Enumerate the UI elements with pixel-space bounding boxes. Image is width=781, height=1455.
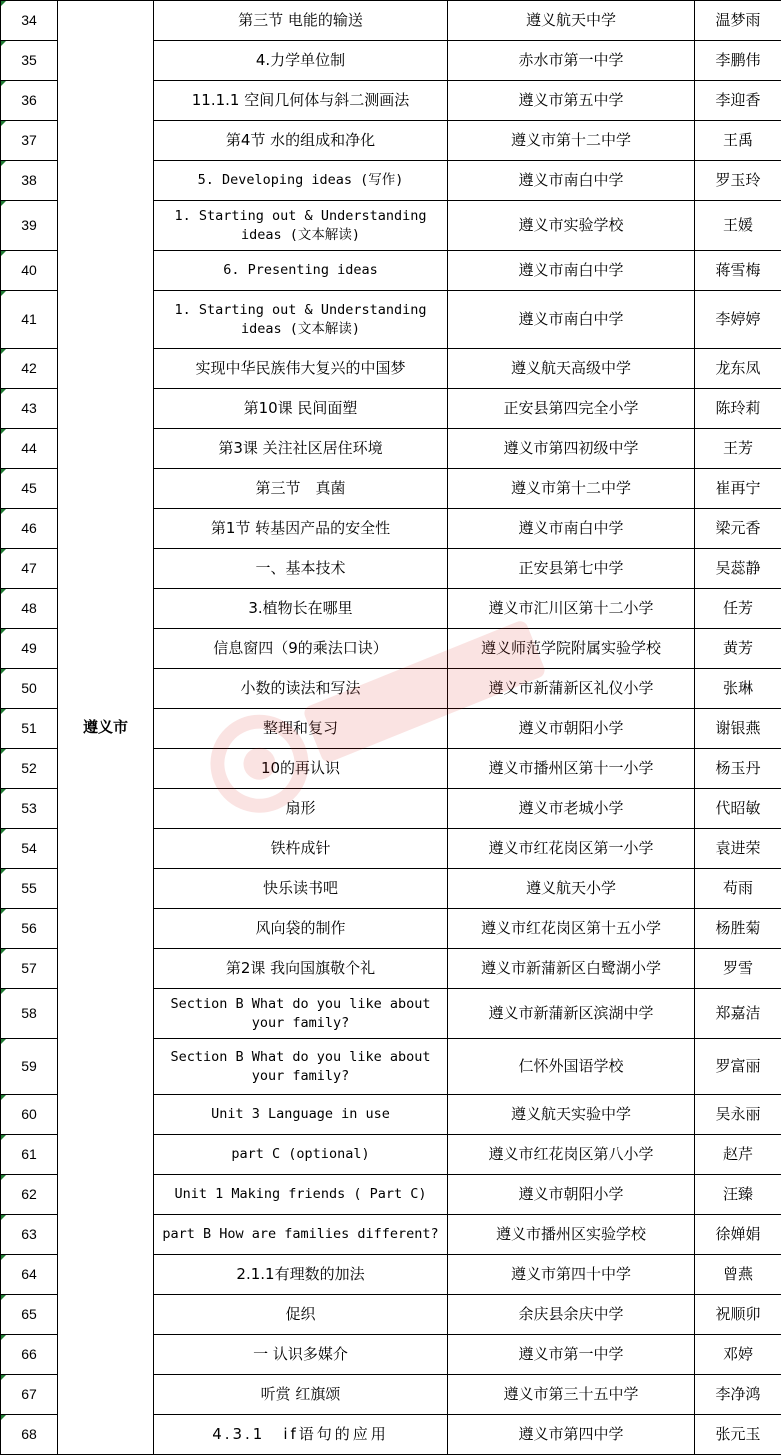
- row-number: 60: [1, 1095, 58, 1135]
- school-cell: 遵义航天小学: [448, 869, 695, 909]
- school-cell: 遵义市南白中学: [448, 251, 695, 291]
- row-number: 62: [1, 1175, 58, 1215]
- school-cell: 赤水市第一中学: [448, 41, 695, 81]
- lesson-title-cell: 实现中华民族伟大复兴的中国梦: [154, 349, 448, 389]
- row-number: 35: [1, 41, 58, 81]
- row-number: 55: [1, 869, 58, 909]
- lesson-title-cell: 小数的读法和写法: [154, 669, 448, 709]
- lesson-title-cell: 6. Presenting ideas: [154, 251, 448, 291]
- teacher-cell: 王禹: [695, 121, 781, 161]
- table-body: [1, 1, 781, 1455]
- lesson-title-cell: 扇形: [154, 789, 448, 829]
- row-number: 34: [1, 1, 58, 41]
- teacher-cell: 蒋雪梅: [695, 251, 781, 291]
- lesson-title-cell: 听赏 红旗颂: [154, 1375, 448, 1415]
- row-number: 49: [1, 629, 58, 669]
- school-cell: 遵义市第三十五中学: [448, 1375, 695, 1415]
- school-cell: 遵义市朝阳小学: [448, 709, 695, 749]
- teacher-cell: 杨玉丹: [695, 749, 781, 789]
- lesson-title-cell: 铁杵成针: [154, 829, 448, 869]
- row-number: 59: [1, 1039, 58, 1095]
- teacher-cell: 李迎香: [695, 81, 781, 121]
- lesson-title-cell: 第三节 真菌: [154, 469, 448, 509]
- lesson-title-cell: Unit 1 Making friends ( Part C): [154, 1175, 448, 1215]
- row-number: 52: [1, 749, 58, 789]
- teacher-cell: 郑嘉洁: [695, 989, 781, 1039]
- teacher-cell: 祝顺卯: [695, 1295, 781, 1335]
- lesson-title-cell: Unit 3 Language in use: [154, 1095, 448, 1135]
- lesson-title-cell: 11.1.1 空间几何体与斜二测画法: [154, 81, 448, 121]
- lesson-title-cell: 快乐读书吧: [154, 869, 448, 909]
- lesson-title-cell: 4.力学单位制: [154, 41, 448, 81]
- teacher-cell: 张琳: [695, 669, 781, 709]
- school-cell: 遵义市红花岗区第十五小学: [448, 909, 695, 949]
- school-cell: 遵义市新蒲新区滨湖中学: [448, 989, 695, 1039]
- lesson-title-cell: 第10课 民间面塑: [154, 389, 448, 429]
- teacher-cell: 陈玲莉: [695, 389, 781, 429]
- row-number: 44: [1, 429, 58, 469]
- teacher-cell: 杨胜菊: [695, 909, 781, 949]
- school-cell: 遵义市第一中学: [448, 1335, 695, 1375]
- teacher-cell: 王芳: [695, 429, 781, 469]
- teacher-cell: 李鹏伟: [695, 41, 781, 81]
- lesson-title-cell: part B How are families different?: [154, 1215, 448, 1255]
- school-cell: 遵义市新蒲新区白鹭湖小学: [448, 949, 695, 989]
- lesson-title-cell: part C (optional): [154, 1135, 448, 1175]
- teacher-cell: 罗富丽: [695, 1039, 781, 1095]
- teacher-cell: 徐婵娟: [695, 1215, 781, 1255]
- teacher-cell: 赵芹: [695, 1135, 781, 1175]
- city-cell: 遵义市: [58, 1, 154, 1455]
- row-number: 40: [1, 251, 58, 291]
- teacher-cell: 黄芳: [695, 629, 781, 669]
- teacher-cell: 张元玉: [695, 1415, 781, 1455]
- school-cell: 遵义市红花岗区第一小学: [448, 829, 695, 869]
- teacher-cell: 龙东凤: [695, 349, 781, 389]
- table-row: [1, 1, 781, 41]
- row-number: 66: [1, 1335, 58, 1375]
- school-cell: 遵义市新蒲新区礼仪小学: [448, 669, 695, 709]
- row-number: 50: [1, 669, 58, 709]
- teacher-cell: 王媛: [695, 201, 781, 251]
- school-cell: 遵义市第四十中学: [448, 1255, 695, 1295]
- lesson-title-cell: 信息窗四（9的乘法口诀）: [154, 629, 448, 669]
- teacher-cell: 谢银燕: [695, 709, 781, 749]
- lesson-title-cell: 1. Starting out & Understanding ideas (文本解读): [154, 291, 448, 349]
- lesson-title-cell: 4.3.1 if语句的应用: [154, 1415, 448, 1455]
- row-number: 56: [1, 909, 58, 949]
- lesson-title-cell: Section B What do you like about your family?: [154, 989, 448, 1039]
- row-number: 43: [1, 389, 58, 429]
- row-number: 38: [1, 161, 58, 201]
- school-cell: 遵义航天高级中学: [448, 349, 695, 389]
- row-number: 63: [1, 1215, 58, 1255]
- lesson-title-cell: 整理和复习: [154, 709, 448, 749]
- teacher-cell: 李婷婷: [695, 291, 781, 349]
- school-cell: 遵义市朝阳小学: [448, 1175, 695, 1215]
- lesson-title-cell: 10的再认识: [154, 749, 448, 789]
- row-number: 65: [1, 1295, 58, 1335]
- teacher-cell: 邓婷: [695, 1335, 781, 1375]
- lesson-title-cell: 第1节 转基因产品的安全性: [154, 509, 448, 549]
- school-cell: 遵义市南白中学: [448, 161, 695, 201]
- lesson-title-cell: 第3课 关注社区居住环境: [154, 429, 448, 469]
- school-cell: 遵义市第四初级中学: [448, 429, 695, 469]
- row-number: 42: [1, 349, 58, 389]
- lesson-title-cell: 促织: [154, 1295, 448, 1335]
- row-number: 36: [1, 81, 58, 121]
- teacher-cell: 温梦雨: [695, 1, 781, 41]
- school-cell: 正安县第七中学: [448, 549, 695, 589]
- teacher-cell: 吴永丽: [695, 1095, 781, 1135]
- teacher-cell: 梁元香: [695, 509, 781, 549]
- row-number: 45: [1, 469, 58, 509]
- school-cell: 遵义市播州区实验学校: [448, 1215, 695, 1255]
- row-number: 53: [1, 789, 58, 829]
- school-cell: 遵义市第十二中学: [448, 121, 695, 161]
- row-number: 47: [1, 549, 58, 589]
- row-number: 46: [1, 509, 58, 549]
- row-number: 67: [1, 1375, 58, 1415]
- teacher-cell: 汪臻: [695, 1175, 781, 1215]
- row-number: 39: [1, 201, 58, 251]
- row-number: 57: [1, 949, 58, 989]
- school-cell: 遵义市老城小学: [448, 789, 695, 829]
- teacher-cell: 崔再宁: [695, 469, 781, 509]
- teacher-cell: 苟雨: [695, 869, 781, 909]
- lesson-title-cell: 一 认识多媒介: [154, 1335, 448, 1375]
- school-cell: 遵义市实验学校: [448, 201, 695, 251]
- row-number: 68: [1, 1415, 58, 1455]
- lesson-title-cell: 5. Developing ideas (写作): [154, 161, 448, 201]
- lesson-title-cell: 第4节 水的组成和净化: [154, 121, 448, 161]
- school-cell: 遵义航天中学: [448, 1, 695, 41]
- school-cell: 遵义市第十二中学: [448, 469, 695, 509]
- row-number: 54: [1, 829, 58, 869]
- school-cell: 遵义市第四中学: [448, 1415, 695, 1455]
- lesson-title-cell: 2.1.1有理数的加法: [154, 1255, 448, 1295]
- lesson-title-cell: 第2课 我向国旗敬个礼: [154, 949, 448, 989]
- school-cell: 遵义市红花岗区第八小学: [448, 1135, 695, 1175]
- school-cell: 遵义市第五中学: [448, 81, 695, 121]
- teacher-cell: 曾燕: [695, 1255, 781, 1295]
- lesson-title-cell: 1. Starting out & Understanding ideas (文本解读): [154, 201, 448, 251]
- row-number: 51: [1, 709, 58, 749]
- school-cell: 遵义市汇川区第十二小学: [448, 589, 695, 629]
- row-number: 64: [1, 1255, 58, 1295]
- school-cell: 仁怀外国语学校: [448, 1039, 695, 1095]
- school-cell: 正安县第四完全小学: [448, 389, 695, 429]
- lesson-title-cell: 3.植物长在哪里: [154, 589, 448, 629]
- teacher-cell: 袁进荣: [695, 829, 781, 869]
- lesson-title-cell: 第三节 电能的输送: [154, 1, 448, 41]
- school-cell: 遵义市南白中学: [448, 509, 695, 549]
- school-cell: 遵义师范学院附属实验学校: [448, 629, 695, 669]
- teacher-cell: 吴蕊静: [695, 549, 781, 589]
- row-number: 37: [1, 121, 58, 161]
- row-number: 41: [1, 291, 58, 349]
- lesson-title-cell: Section B What do you like about your family?: [154, 1039, 448, 1095]
- teacher-cell: 任芳: [695, 589, 781, 629]
- school-cell: 遵义市播州区第十一小学: [448, 749, 695, 789]
- lesson-title-cell: 风向袋的制作: [154, 909, 448, 949]
- school-cell: 遵义市南白中学: [448, 291, 695, 349]
- school-cell: 余庆县余庆中学: [448, 1295, 695, 1335]
- teacher-cell: 代昭敏: [695, 789, 781, 829]
- lesson-title-cell: 一、基本技术: [154, 549, 448, 589]
- teacher-cell: 李净鸿: [695, 1375, 781, 1415]
- school-cell: 遵义航天实验中学: [448, 1095, 695, 1135]
- row-number: 61: [1, 1135, 58, 1175]
- row-number: 48: [1, 589, 58, 629]
- row-number: 58: [1, 989, 58, 1039]
- teacher-cell: 罗雪: [695, 949, 781, 989]
- teacher-cell: 罗玉玲: [695, 161, 781, 201]
